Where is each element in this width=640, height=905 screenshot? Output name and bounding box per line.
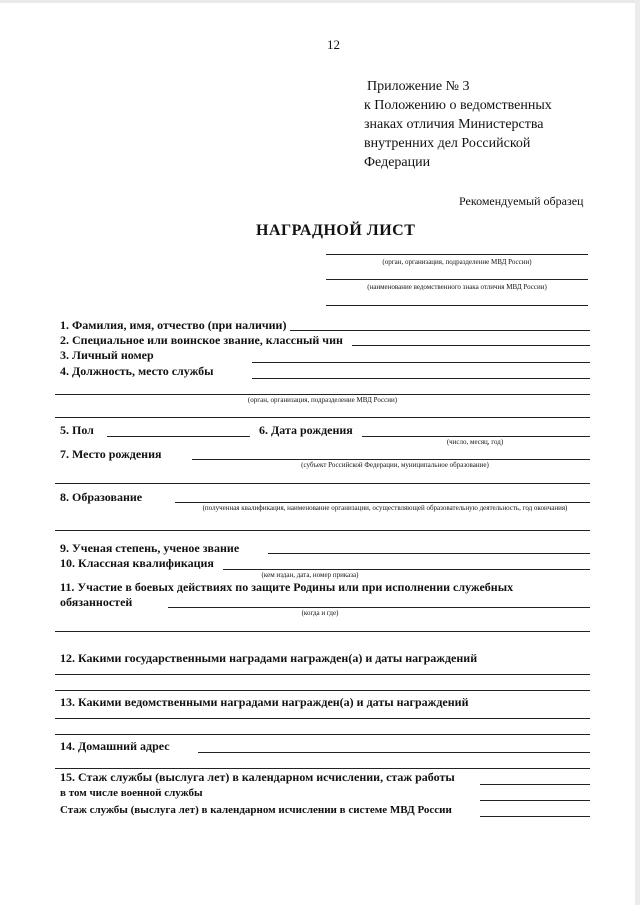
field-13-line — [55, 718, 590, 719]
field-5-line — [107, 436, 250, 437]
organ-header-line — [326, 254, 588, 255]
field-15-line-1 — [480, 784, 590, 785]
field-7-line-2 — [55, 483, 590, 484]
field-8-line-2 — [55, 530, 590, 531]
field-6-line — [362, 436, 590, 437]
field-11-label-line-1: 11. Участие в боевых действиях по защите Родины или при исполнении служебных — [60, 580, 514, 594]
field-7-line — [192, 459, 590, 460]
page-edge-shadow — [635, 0, 640, 905]
qualification-caption: (кем издан, дата, номер приказа) — [261, 571, 359, 579]
field-4-line-3 — [55, 417, 590, 418]
field-10-line — [223, 569, 590, 570]
field-14-line-2 — [55, 768, 590, 769]
page-title: НАГРАДНОЙ ЛИСТ — [256, 222, 416, 239]
birth-date-caption: (число, месяц, год) — [446, 438, 504, 446]
page-number: 12 — [327, 37, 340, 52]
field-5-label: 5. Пол — [60, 423, 94, 437]
field-9-label: 9. Ученая степень, ученое звание — [60, 541, 240, 555]
field-8-label: 8. Образование — [60, 490, 143, 504]
sign-name-line — [326, 279, 588, 280]
field-10-label: 10. Классная квалификация — [60, 556, 214, 570]
field-15-label-line-1: 15. Стаж службы (выслуга лет) в календарном исчислении, стаж работы — [60, 770, 455, 784]
field-2-label: 2. Специальное или воинское звание, классный чин — [60, 333, 343, 347]
page-edge — [0, 0, 640, 3]
sign-name-line-2 — [326, 305, 588, 306]
organ-service-caption: (орган, организация, подразделение МВД России) — [247, 396, 398, 404]
field-6-label: 6. Дата рождения — [259, 423, 353, 437]
field-14-line — [198, 752, 590, 753]
field-1-line — [290, 330, 590, 331]
field-12-line — [55, 674, 590, 675]
appendix-line-2: к Положению о ведомственных — [364, 98, 552, 113]
field-11-label-line-2: обязанностей — [60, 595, 133, 609]
field-4-label: 4. Должность, место службы — [60, 364, 214, 378]
field-13-line-2 — [55, 734, 590, 735]
field-12-label: 12. Какими государственными наградами награжден(а) и даты награждений — [60, 651, 478, 665]
field-15-line-2 — [480, 800, 590, 801]
field-1-label: 1. Фамилия, имя, отчество (при наличии) — [60, 318, 287, 332]
field-11-line — [168, 607, 590, 608]
field-15-label-line-2: в том числе военной службы — [60, 787, 203, 799]
field-4-line-2 — [55, 394, 590, 395]
combat-caption: (когда и где) — [301, 609, 339, 617]
field-9-line — [268, 553, 590, 554]
field-15-line-3 — [480, 816, 590, 817]
field-13-label: 13. Какими ведомственными наградами награжден(а) и даты награждений — [60, 695, 469, 709]
field-15-label-line-3: Стаж службы (выслуга лет) в календарном исчислении в системе МВД России — [60, 804, 452, 816]
field-7-label: 7. Место рождения — [60, 447, 162, 461]
appendix-line-4: внутренних дел Российской — [364, 136, 531, 151]
field-11-line-2 — [55, 631, 590, 632]
appendix-line-3: знаках отличия Министерства — [364, 117, 544, 132]
appendix-line-5: Федерации — [364, 155, 431, 170]
appendix-line-1: Приложение № 3 — [367, 79, 470, 94]
sign-name-caption: (наименование ведомственного знака отличия МВД России) — [367, 283, 547, 291]
field-3-label: 3. Личный номер — [60, 348, 154, 362]
field-2-line — [352, 345, 590, 346]
recommended-sample: Рекомендуемый образец — [459, 194, 584, 208]
birth-place-caption: (субъект Российской Федерации, муниципальное образование) — [301, 461, 489, 469]
education-caption: (полученная квалификация, наименование организации, осуществляющей образовательную деятельность, год окончания) — [202, 504, 568, 512]
field-14-label: 14. Домашний адрес — [60, 739, 170, 753]
organ-header-caption: (орган, организация, подразделение МВД России) — [382, 258, 532, 266]
field-12-line-2 — [55, 690, 590, 691]
field-4-line — [252, 378, 590, 379]
field-8-line — [175, 502, 590, 503]
field-3-line — [252, 362, 590, 363]
